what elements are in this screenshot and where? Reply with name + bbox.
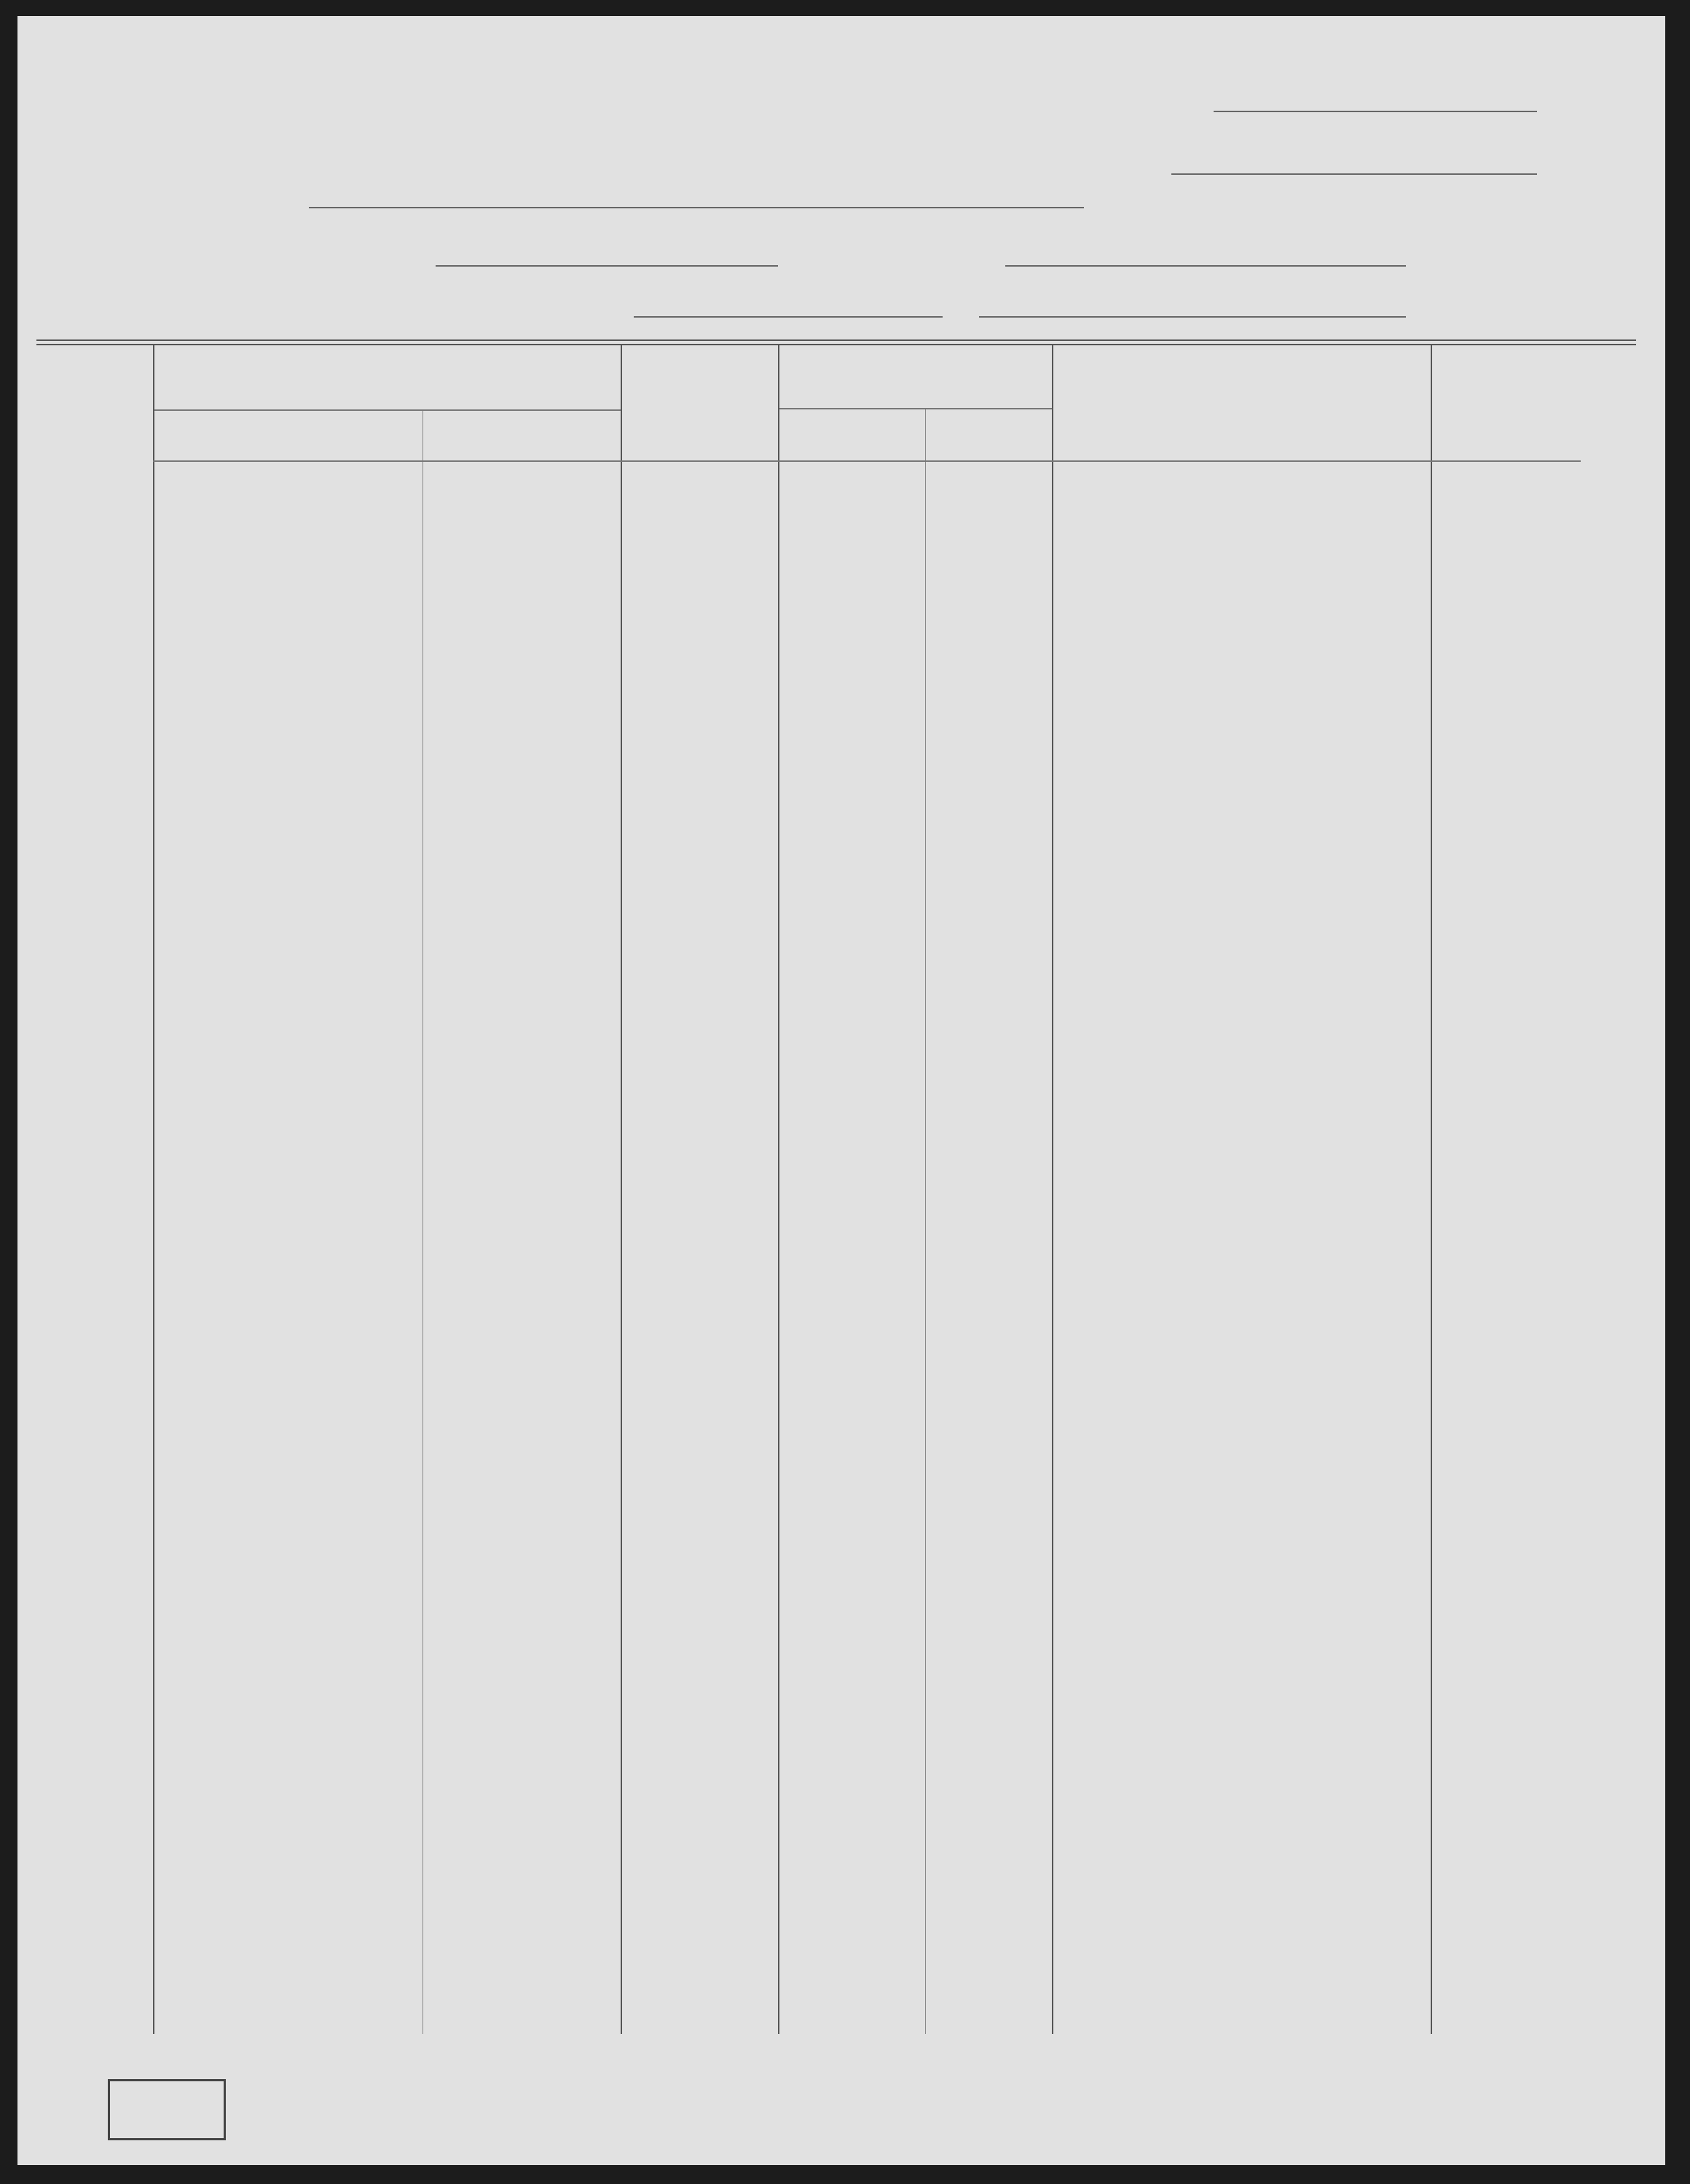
col-divider-crew [778, 345, 779, 2034]
col4-header [1103, 348, 1380, 356]
col2-header [622, 348, 778, 367]
col-divider-shipped [925, 409, 926, 2034]
header-bottom-rule [153, 460, 1581, 462]
table-border-left [153, 345, 154, 2034]
form-page [17, 16, 1665, 2165]
col-divider-kin [1052, 345, 1053, 2034]
col-divider-official [1431, 345, 1432, 2034]
mail-stamp [978, 1217, 997, 1229]
total-box [108, 2079, 226, 2140]
header-subrule-crew [779, 408, 1052, 409]
header-subrule-name [154, 409, 621, 411]
col3-header [779, 348, 1052, 356]
col-divider-nationality [621, 345, 622, 2034]
col-divider-given [422, 409, 423, 2034]
crew-table [17, 16, 1665, 2165]
